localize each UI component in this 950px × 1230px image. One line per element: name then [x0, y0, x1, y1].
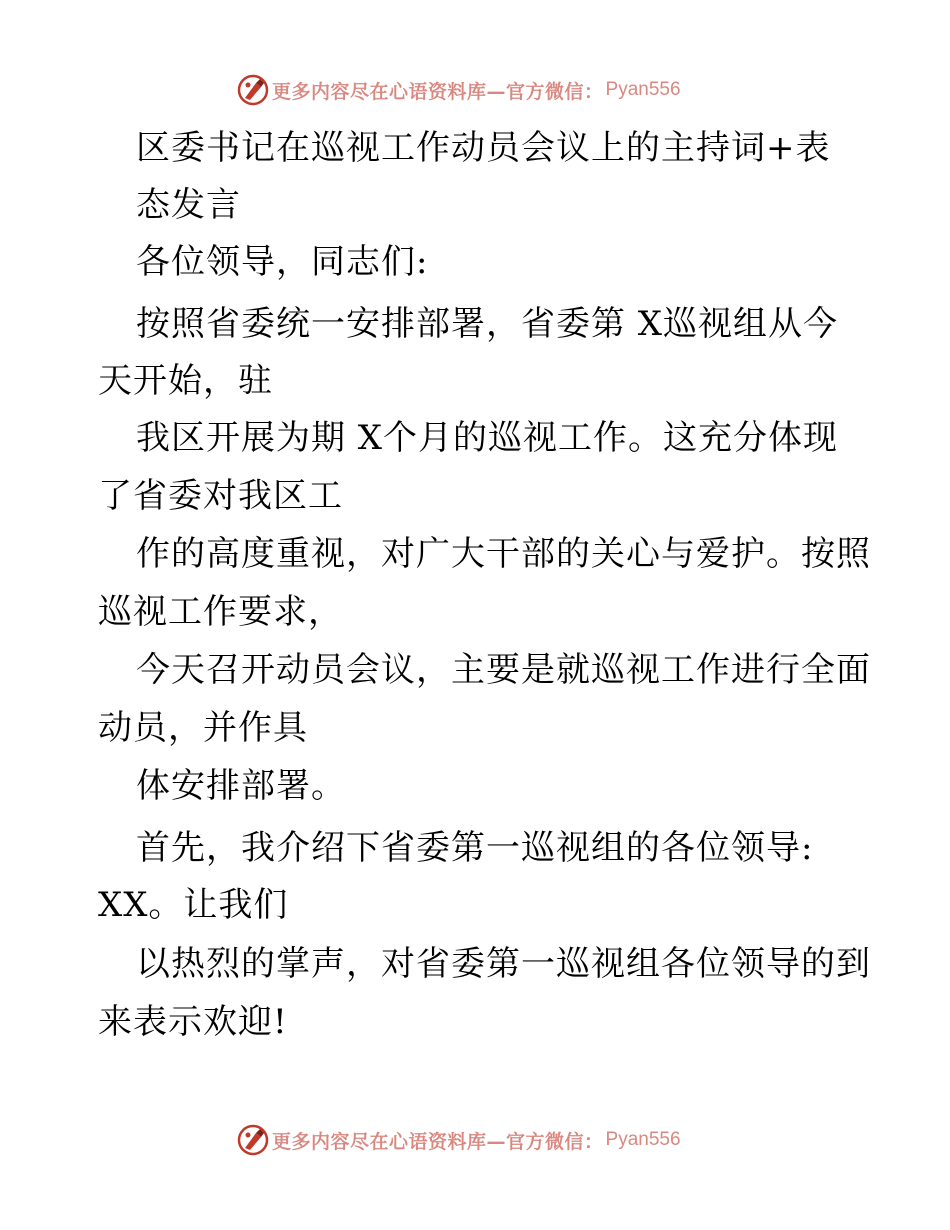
pen-nib-logo-icon — [236, 73, 270, 107]
doc-paragraph-line: XX。让我们 — [98, 885, 289, 925]
doc-paragraph-line: 天开始，驻 — [98, 361, 273, 401]
doc-paragraph-line: 我区开展为期 X个月的巡视工作。这充分体现 — [136, 418, 839, 458]
doc-paragraph-line: 巡视工作要求， — [98, 592, 343, 632]
doc-paragraph-line: 来表示欢迎! — [98, 1002, 288, 1042]
doc-title-line-2: 态发言 — [136, 185, 241, 225]
watermark-text: 更多内容尽在心语资料库—官方微信： — [272, 1130, 604, 1153]
watermark-handle: Pyan556 — [605, 79, 681, 100]
doc-paragraph-line: 首先，我介绍下省委第一巡视组的各位领导: — [136, 828, 814, 868]
doc-paragraph-line: 按照省委统一安排部署，省委第 X巡视组从今 — [136, 304, 839, 344]
doc-paragraph-line: 了省委对我区工 — [98, 476, 343, 516]
header-watermark — [236, 73, 681, 107]
doc-paragraph-line: 体安排部署。 — [136, 766, 346, 806]
pen-nib-logo-icon — [236, 1123, 270, 1157]
watermark-handle: Pyan556 — [605, 1129, 681, 1150]
watermark-text: 更多内容尽在心语资料库—官方微信： — [272, 80, 604, 103]
doc-salutation: 各位领导，同志们: — [136, 242, 429, 282]
doc-paragraph-line: 作的高度重视，对广大干部的关心与爱护。按照 — [136, 534, 871, 574]
doc-paragraph-line: 动员，并作具 — [98, 708, 308, 748]
footer-watermark — [236, 1123, 681, 1157]
doc-title-line-1: 区委书记在巡视工作动员会议上的主持词+表 — [136, 128, 831, 168]
doc-paragraph-line: 今天召开动员会议，主要是就巡视工作进行全面 — [136, 650, 871, 690]
doc-paragraph-line: 以热烈的掌声，对省委第一巡视组各位领导的到 — [136, 944, 871, 984]
